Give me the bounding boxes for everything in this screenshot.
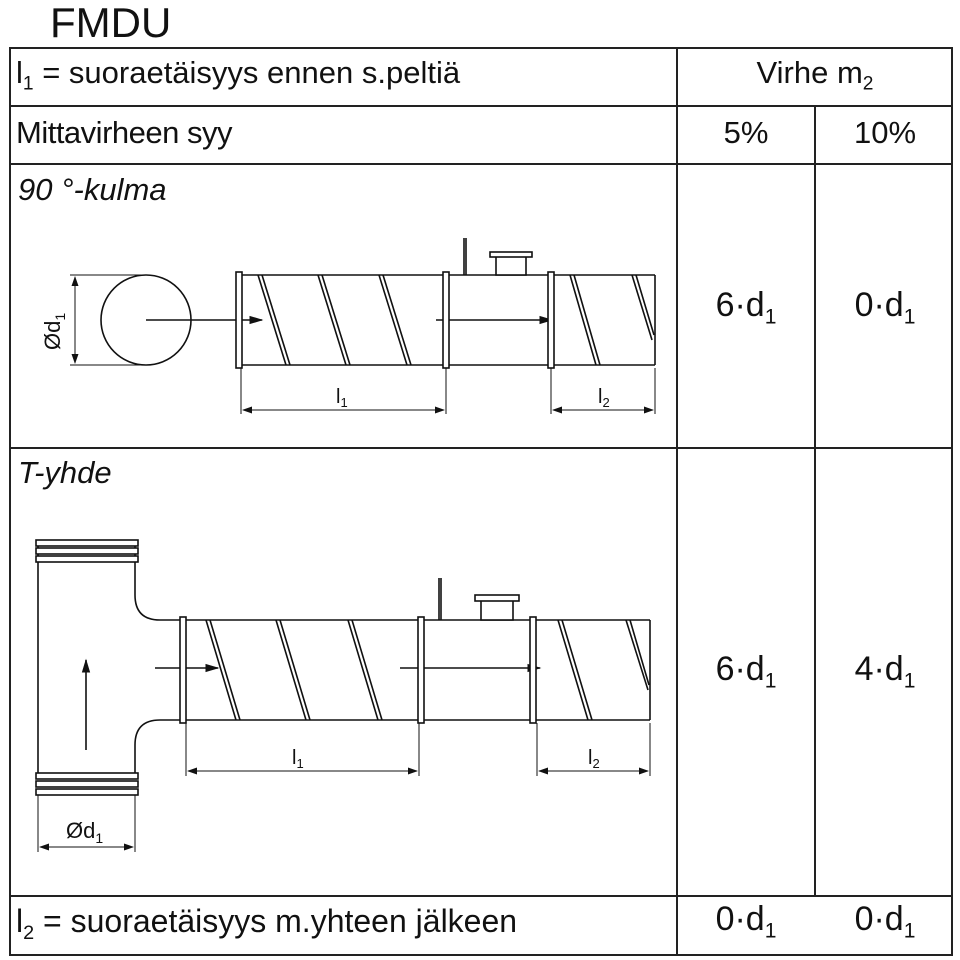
cause-label: Mittavirheen syy: [16, 115, 232, 150]
l1-definition: $l_1$ = suoraetäisyys ennen s.peltiä: [16, 55, 461, 95]
tee-drawing: [36, 540, 650, 852]
col-5-header: 5%: [723, 115, 769, 150]
col-10-header: 10%: [853, 115, 917, 150]
row-name-elbow: 90 °-kulma: [18, 172, 167, 207]
page-title: FMDU: [50, 0, 172, 46]
error-header: Virhe $m_2$: [756, 55, 874, 95]
tee-l1-label: $l_1$: [292, 747, 304, 771]
elbow-value-10: $0\cdot d_1$: [854, 286, 916, 329]
tee-value-5: $6\cdot d_1$: [715, 650, 777, 693]
tee-diameter-label: $Ød_1$: [66, 818, 104, 846]
elbow-drawing: [70, 238, 655, 414]
l2-definition: $l_2$ = suoraetäisyys m.yhteen jälkeen: [16, 903, 518, 944]
tee-value-10: $4\cdot d_1$: [854, 650, 916, 693]
footer-value-5: $0\cdot d_1$: [715, 900, 777, 943]
row-name-tee: T-yhde: [18, 455, 112, 490]
footer-value-10: $0\cdot d_1$: [854, 900, 916, 943]
elbow-value-5: $6\cdot d_1$: [715, 286, 777, 329]
elbow-l2-label: $l_2$: [598, 386, 610, 410]
tee-l2-label: $l_2$: [588, 747, 600, 771]
elbow-l1-label: $l_1$: [336, 386, 348, 410]
elbow-diameter-label: $Ød_1$: [40, 312, 68, 350]
